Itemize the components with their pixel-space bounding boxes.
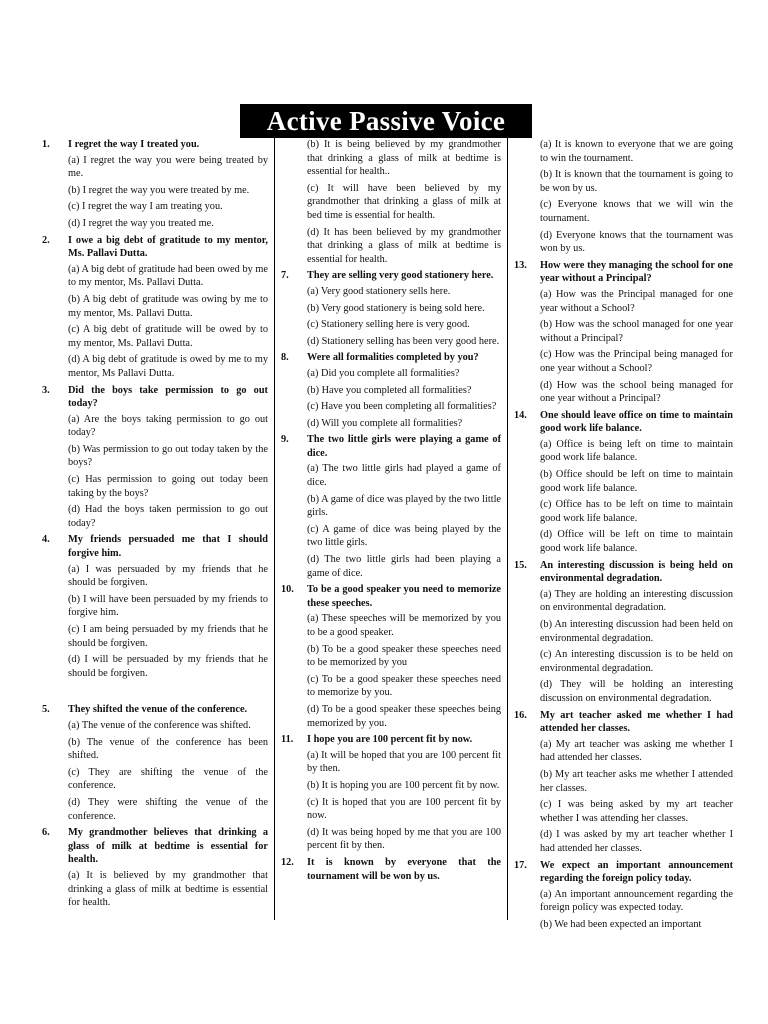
answer-option: (d) A big debt of gratitude is owed by me to my mentor, Ms Pallavi Dutta. <box>68 354 268 379</box>
answer-option: (d) To be a good speaker these speeches being memorized by you. <box>307 703 501 729</box>
answer-option: (c) They are shifting the venue of the conference. <box>68 766 268 792</box>
answer-option: (c) To be a good speaker these speeches need to memorize by you. <box>307 673 501 699</box>
question-number: 6. <box>42 827 50 839</box>
question-item <box>514 138 733 256</box>
question-text: We expect an important announcement regarding the foreign policy today. <box>540 859 733 885</box>
answer-option: (a) Did you complete all formalities? <box>307 367 460 379</box>
question-number: 2. <box>42 234 50 246</box>
answer-option: (a) How was the Principal managed for one year without a School? <box>540 288 733 314</box>
answer-option: (c) I was being asked by my art teacher whether I was attending her classes. <box>540 799 733 824</box>
question-number: 4. <box>42 534 50 546</box>
answer-option: (d) How was the school being managed for one year without a Principal? <box>540 379 733 405</box>
question-text: They shifted the venue of the conference. <box>68 704 248 716</box>
answer-option: (b) Office should be left on time to maintain good work life balance. <box>540 469 733 494</box>
answer-option: (a) Office is being left on time to maintain good work life balance. <box>540 438 733 464</box>
answer-option: (a) The venue of the conference was shifted. <box>68 719 251 731</box>
question-item <box>281 351 501 430</box>
answer-option: (c) Everyone knows that we will win the tournament. <box>540 199 733 224</box>
answer-option: (b) We had been expected an important <box>540 918 702 930</box>
column-1 <box>42 138 268 920</box>
question-text: My grandmother believes that drinking a glass of milk at bedtime is essential for health. <box>68 827 268 866</box>
answer-option: (a) I regret the way you were being treated by me. <box>68 154 268 180</box>
question-number: 5. <box>42 704 50 716</box>
answer-option: (b) I regret the way you were treated by me. <box>68 184 250 196</box>
answer-option: (c) I regret the way I am treating you. <box>68 201 223 213</box>
column-2 <box>274 138 501 920</box>
answer-option: (d) They will be holding an interesting discussion on environmental degradation. <box>540 679 733 704</box>
answer-option: (d) Had the boys taken permission to go out today? <box>68 504 268 529</box>
question-text: How were they managing the school for one year without a Principal? <box>540 259 733 285</box>
question-item <box>514 559 733 706</box>
answer-option: (a) Are the boys taking permission to go out today? <box>68 413 268 439</box>
answer-option: (d) Will you complete all formalities? <box>307 417 463 429</box>
answer-option: (d) Office will be left on time to maintain good work life balance. <box>540 529 733 555</box>
question-number: 10. <box>281 584 294 596</box>
question-number: 8. <box>281 352 289 364</box>
question-number: 13. <box>514 259 527 271</box>
question-item <box>42 234 268 381</box>
answer-option: (b) The venue of the conference has been shifted. <box>68 736 268 762</box>
question-number: 16. <box>514 709 527 721</box>
answer-option: (b) It is hoping you are 100 percent fit by now. <box>307 779 500 791</box>
answer-option: (c) An interesting discussion is to be held on environmental degradation. <box>540 649 733 674</box>
question-text: To be a good speaker you need to memorize these speeches. <box>307 584 501 609</box>
answer-option: (b) My art teacher asks me whether I attended her classes. <box>540 768 733 794</box>
question-text: I regret the way I treated you. <box>68 139 200 150</box>
answer-option: (c) It will have been believed by my grandmother that drinking a glass of milk at bed time is essential for health. <box>307 182 501 221</box>
question-item <box>281 856 501 883</box>
answer-option: (d) It has been believed by my grandmother that drinking a glass of milk at bedtime is essential for health. <box>307 226 501 265</box>
question-text: I hope you are 100 percent fit by now. <box>307 734 473 746</box>
answer-option: (a) A big debt of gratitude had been owed by me to my mentor, Ms. Pallavi Dutta. <box>68 263 268 289</box>
answer-option: (a) Very good stationery sells here. <box>307 285 451 297</box>
answer-option: (b) I will have been persuaded by my friends to forgive him. <box>68 593 268 619</box>
answer-option: (a) The two little girls had played a game of dice. <box>307 463 501 489</box>
answer-option: (b) How was the school managed for one year without a Principal? <box>540 319 733 344</box>
answer-option: (c) Has permission to going out today been taking by the boys? <box>68 474 268 499</box>
answer-option: (c) A big debt of gratitude will be owed by to my mentor, Ms. Pallavi Dutta. <box>68 324 268 349</box>
question-item <box>281 583 501 730</box>
question-item <box>514 259 733 406</box>
question-columns <box>42 138 733 930</box>
question-item <box>281 269 501 348</box>
question-item <box>281 433 501 580</box>
answer-option: (a) They are holding an interesting discussion on environmental degradation. <box>540 588 733 614</box>
answer-option: (b) Have you completed all formalities? <box>307 384 472 396</box>
answer-option: (c) It is hoped that you are 100 percent fit by now. <box>307 796 501 822</box>
answer-option: (a) These speeches will be memorized by you to be a good speaker. <box>307 613 501 638</box>
question-item <box>42 138 268 231</box>
question-text: They are selling very good stationery here. <box>307 270 494 282</box>
question-item <box>281 733 501 853</box>
question-number: 7. <box>281 270 289 282</box>
question-item <box>42 703 268 823</box>
page-title-banner <box>240 104 532 138</box>
question-text: An interesting discussion is being held on environmental degradation. <box>540 559 733 585</box>
answer-option: (d) Stationery selling has been very good here. <box>307 335 500 347</box>
answer-option: (a) It is known to everyone that we are going to win the tournament. <box>540 139 733 164</box>
question-number: 9. <box>281 434 289 446</box>
answer-option: (a) I was persuaded by my friends that he should be forgiven. <box>68 563 268 589</box>
answer-option: (b) A game of dice was played by the two little girls. <box>307 493 501 519</box>
question-text: Did the boys take permission to go out today? <box>68 384 268 410</box>
answer-option: (b) It is being believed by my grandmother that drinking a glass of milk at bedtime is essential for health.. <box>307 139 501 178</box>
question-number: 11. <box>281 734 294 746</box>
answer-option: (a) It will be hoped that you are 100 percent fit by then. <box>307 749 501 775</box>
question-text: One should leave office on time to maintain good work life balance. <box>540 409 733 435</box>
question-number: 3. <box>42 384 50 396</box>
answer-option: (d) I will be persuaded by my friends that he should be forgiven. <box>68 654 268 679</box>
answer-option: (d) They were shifting the venue of the conference. <box>68 796 268 822</box>
question-item <box>42 533 268 680</box>
answer-option: (b) An interesting discussion had been held on environmental degradation. <box>540 619 733 644</box>
question-text: It is known by everyone that the tournament will be won by us. <box>307 856 501 882</box>
question-item <box>281 138 501 266</box>
answer-option: (d) I was asked by my art teacher whether I had attended her classes. <box>540 829 733 854</box>
page-title: Active Passive Voice <box>266 106 506 136</box>
question-number: 15. <box>514 559 527 571</box>
answer-option: (d) Everyone knows that the tournament was won by us. <box>540 229 733 255</box>
spacer <box>42 683 268 703</box>
answer-option: (c) I am being persuaded by my friends that he should be forgiven. <box>68 624 268 649</box>
question-item <box>42 384 268 531</box>
answer-option: (b) Was permission to go out today taken by the boys? <box>68 443 268 469</box>
question-item <box>42 826 268 910</box>
answer-option: (a) My art teacher was asking me whether I had attended her classes. <box>540 738 733 764</box>
answer-option: (c) Have you been completing all formalities? <box>307 401 497 413</box>
question-item <box>514 859 733 932</box>
answer-option: (b) Very good stationery is being sold here. <box>307 302 485 314</box>
question-number: 1. <box>42 139 50 150</box>
answer-option: (b) It is known that the tournament is going to be won by us. <box>540 169 733 194</box>
question-text: I owe a big debt of gratitude to my mentor, Ms. Pallavi Dutta. <box>68 234 268 260</box>
answer-option: (d) It was being hoped by me that you are 100 percent fit by then. <box>307 826 501 852</box>
answer-option: (c) Office has to be left on time to maintain good work life balance. <box>540 499 733 524</box>
question-text: My art teacher asked me whether I had attended her classes. <box>540 709 733 735</box>
question-number: 17. <box>514 859 527 871</box>
answer-option: (a) An important announcement regarding the foreign policy was expected today. <box>540 888 733 914</box>
answer-option: (c) Stationery selling here is very good. <box>307 319 470 331</box>
answer-option: (a) It is believed by my grandmother that drinking a glass of milk at bedtime is essential for health. <box>68 869 268 909</box>
answer-option: (d) I regret the way you treated me. <box>68 217 214 229</box>
question-item <box>514 409 733 556</box>
column-3 <box>507 138 733 930</box>
question-text: My friends persuaded me that I should forgive him. <box>68 534 268 560</box>
answer-option: (c) A game of dice was being played by the two little girls. <box>307 523 501 549</box>
question-number: 14. <box>514 409 527 421</box>
answer-option: (d) The two little girls had been playing a game of dice. <box>307 554 501 579</box>
answer-option: (b) To be a good speaker these speeches need to be memorized by you <box>307 643 501 669</box>
question-text: The two little girls were playing a game of dice. <box>307 434 501 459</box>
answer-option: (c) How was the Principal being managed for one year without a School? <box>540 349 733 374</box>
question-item <box>514 709 733 856</box>
question-number: 12. <box>281 856 294 868</box>
answer-option: (b) A big debt of gratitude was owing by me to my mentor, Ms. Pallavi Dutta. <box>68 293 268 319</box>
question-text: Were all formalities completed by you? <box>307 352 479 364</box>
